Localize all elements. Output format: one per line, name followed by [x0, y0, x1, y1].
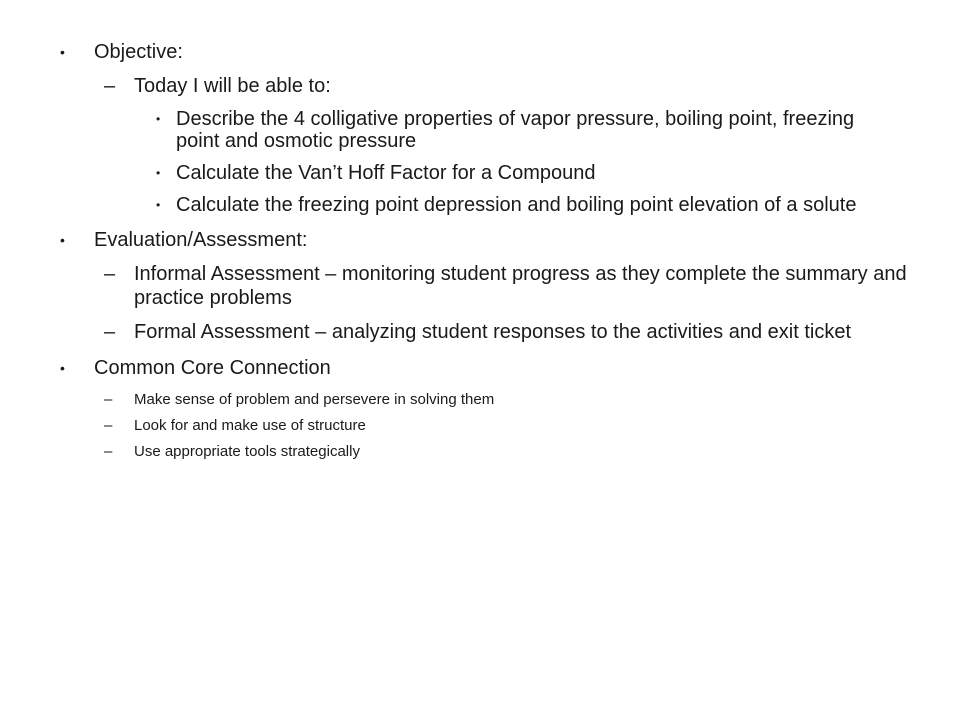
sub-item-label: Look for and make use of structure	[134, 417, 366, 434]
bullet-icon: •	[156, 112, 161, 126]
bullet-icon: •	[60, 360, 65, 376]
bullet-icon: •	[156, 198, 161, 212]
sub-item-label: Informal Assessment – monitoring student progress as they complete the summary and practice problems	[134, 263, 907, 309]
goal-text: Calculate the Van’t Hoff Factor for a Compound	[176, 162, 596, 184]
bullet-icon: •	[156, 166, 161, 180]
section-heading: Common Core Connection	[94, 357, 331, 379]
sub-item-label: Formal Assessment – analyzing student responses to the activities and exit ticket	[134, 321, 852, 343]
dash-icon: –	[104, 321, 116, 343]
evaluation-sublist	[94, 262, 920, 344]
section-objective	[60, 40, 920, 216]
dash-icon: –	[104, 417, 113, 434]
common-core-sublist	[94, 390, 920, 462]
goal-item	[134, 162, 920, 184]
objectives-list	[60, 40, 920, 474]
sub-item-label: Use appropriate tools strategically	[134, 443, 360, 460]
sub-item-practice	[94, 416, 920, 436]
section-heading: Evaluation/Assessment:	[94, 229, 308, 251]
dash-icon: –	[104, 391, 113, 408]
sub-item-today	[94, 74, 920, 216]
sub-item-practice	[94, 390, 920, 410]
goal-text: Describe the 4 colligative properties of vapor pressure, boiling point, freezing point and osmotic pressure	[176, 108, 855, 152]
section-heading: Objective:	[94, 41, 183, 63]
dash-icon: –	[104, 75, 116, 97]
sub-item-informal	[94, 262, 920, 310]
dash-icon: –	[104, 443, 113, 460]
sub-item-formal	[94, 320, 920, 344]
goal-item	[134, 108, 920, 152]
goal-text: Calculate the freezing point depression and boiling point elevation of a solute	[176, 194, 857, 216]
goal-item	[134, 194, 920, 216]
objective-sublist	[94, 74, 920, 216]
sub-item-practice	[94, 442, 920, 462]
bullet-icon: •	[60, 232, 65, 248]
today-goals-list	[134, 108, 920, 216]
sub-item-label: Today I will be able to:	[134, 75, 331, 97]
sub-item-label: Make sense of problem and persevere in solving them	[134, 391, 495, 408]
section-evaluation	[60, 228, 920, 344]
bullet-icon: •	[60, 44, 65, 60]
dash-icon: –	[104, 263, 116, 285]
section-common-core	[60, 356, 920, 462]
